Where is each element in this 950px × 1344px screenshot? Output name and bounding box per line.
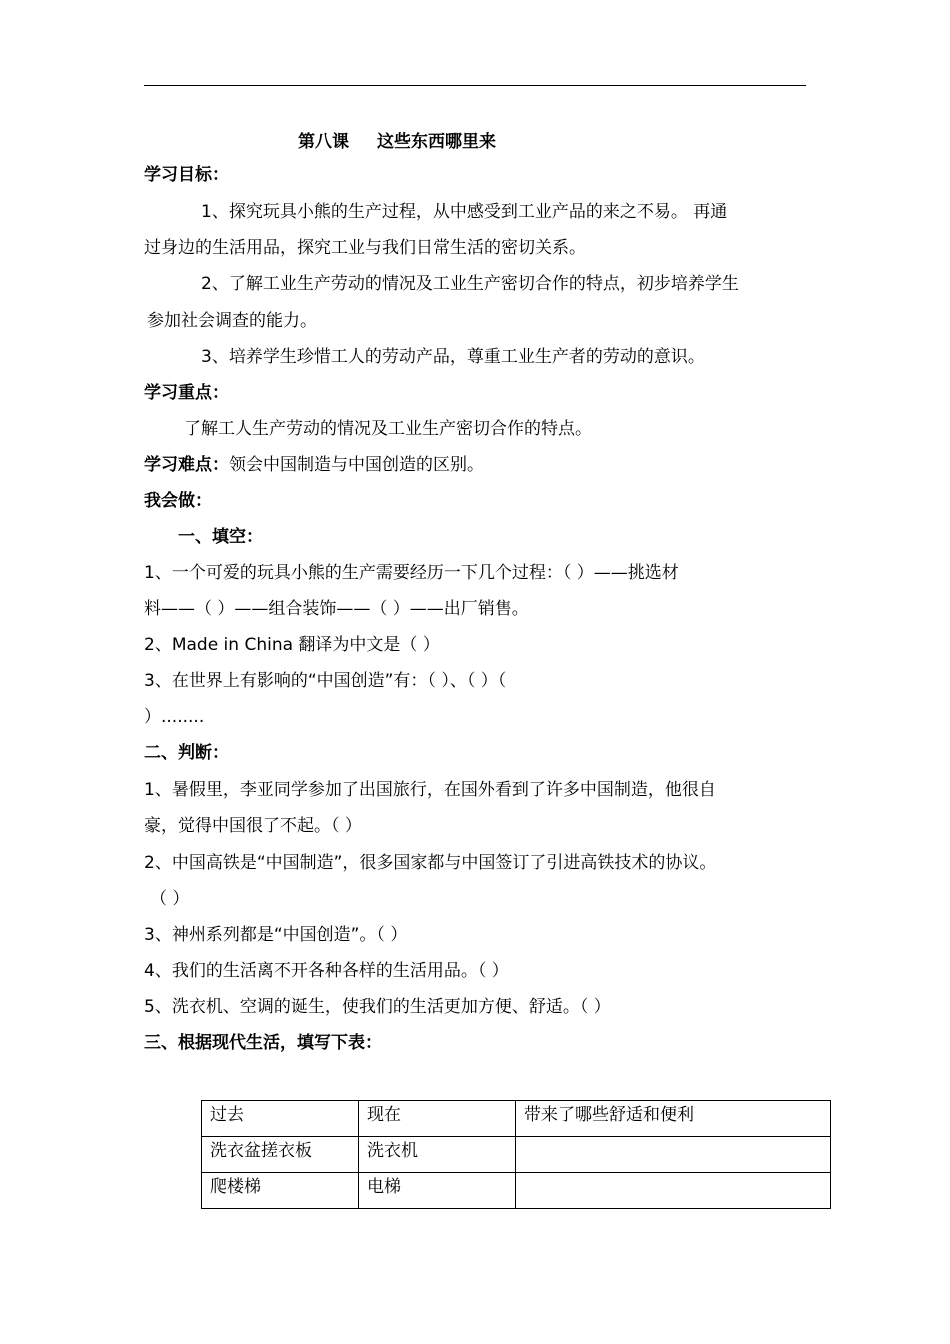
fill-q1-line-1: 1、一个可爱的玩具小熊的生产需要经历一下几个过程：（ ）——挑选材 [144, 563, 679, 583]
cell-now: 电梯 [359, 1173, 516, 1209]
page-title [298, 127, 496, 152]
table-section-heading: 三、根据现代生活，填写下表： [144, 1033, 382, 1053]
key-points-heading: 学习重点： [144, 383, 229, 403]
fill-q3-line-2: ）........ [144, 707, 205, 727]
table-row [202, 1173, 831, 1209]
lesson-number: 第八课 [298, 132, 349, 152]
fill-q1-line-2: 料——（ ）——组合装饰——（ ）——出厂销售。 [144, 599, 529, 619]
fill-blank-heading: 一、填空： [178, 527, 263, 547]
judge-q1-line-1: 1、暑假里，李亚同学参加了出国旅行，在国外看到了许多中国制造，他很自 [144, 780, 716, 800]
header-benefits: 带来了哪些舒适和便利 [516, 1101, 831, 1137]
judge-q2-line-1: 2、中国高铁是“中国制造”，很多国家都与中国签订了引进高铁技术的协议。 [144, 853, 717, 873]
difficulty-text: 领会中国制造与中国创造的区别。 [229, 455, 484, 475]
header-rule [144, 85, 806, 86]
fill-q3-line-1: 3、在世界上有影响的“中国创造”有：（ ）、（ ）（ [144, 671, 507, 691]
cell-past: 爬楼梯 [202, 1173, 359, 1209]
table-row [202, 1137, 831, 1173]
goal-1-line-2: 过身边的生活用品，探究工业与我们日常生活的密切关系。 [144, 238, 586, 258]
judge-q5: 5、洗衣机、空调的诞生，使我们的生活更加方便、舒适。（ ） [144, 997, 611, 1017]
table-header-row [202, 1101, 831, 1137]
i-can-do-heading: 我会做： [144, 491, 212, 511]
goal-2-line-1: 2、了解工业生产劳动的情况及工业生产密切合作的特点，初步培养学生 [201, 274, 739, 294]
comparison-table [201, 1100, 831, 1209]
judge-q2-line-2: （ ） [150, 889, 190, 909]
judge-q1-line-2: 豪，觉得中国很了不起。（ ） [144, 816, 362, 836]
judge-q3: 3、神州系列都是“中国创造”。（ ） [144, 925, 408, 945]
lesson-name: 这些东西哪里来 [377, 132, 496, 152]
goals-heading: 学习目标： [144, 165, 229, 185]
key-points-text: 了解工人生产劳动的情况及工业生产密切合作的特点。 [184, 419, 592, 439]
cell-now: 洗衣机 [359, 1137, 516, 1173]
difficulty-heading: 学习难点： [144, 455, 229, 475]
judge-q4: 4、我们的生活离不开各种各样的生活用品。（ ） [144, 961, 509, 981]
difficulty-line [144, 454, 484, 476]
goal-3: 3、培养学生珍惜工人的劳动产品，尊重工业生产者的劳动的意识。 [201, 347, 705, 367]
cell-benefits-input[interactable] [516, 1173, 831, 1209]
judge-heading: 二、判断： [144, 743, 229, 763]
goal-2-line-2: 参加社会调查的能力。 [147, 311, 317, 331]
fill-q2: 2、Made in China 翻译为中文是（ ） [144, 635, 440, 655]
header-past: 过去 [202, 1101, 359, 1137]
goal-1-line-1: 1、探究玩具小熊的生产过程，从中感受到工业产品的来之不易。 再通 [201, 202, 728, 222]
header-now: 现在 [359, 1101, 516, 1137]
cell-benefits-input[interactable] [516, 1137, 831, 1173]
cell-past: 洗衣盆搓衣板 [202, 1137, 359, 1173]
